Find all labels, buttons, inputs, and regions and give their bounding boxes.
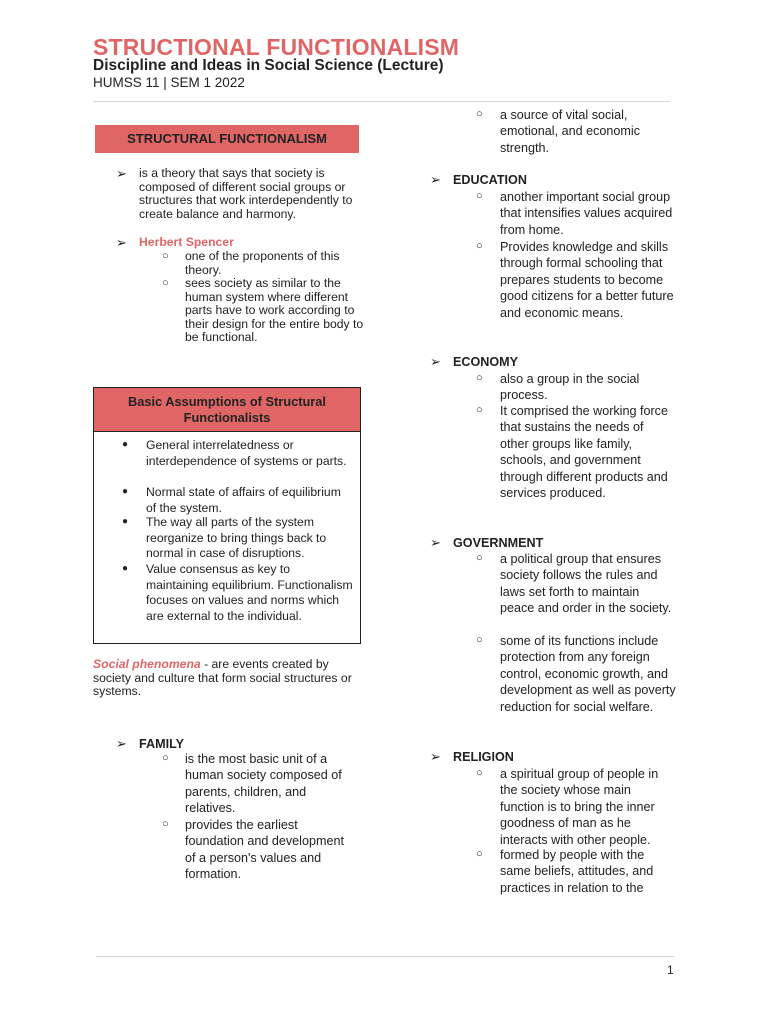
circle-bullet-icon: ○ [476, 108, 483, 120]
bullet-icon: ● [122, 516, 129, 527]
circle-bullet-icon: ○ [162, 250, 169, 262]
religion-heading: RELIGION [453, 750, 514, 764]
economy-point: It comprised the working force that sustains the needs of other groups like family, schools, and government through different products and services produced. [500, 404, 668, 501]
phenomena-definition: - are events created by society and culture that form social structures or systems. [93, 657, 352, 699]
arrow-bullet-icon: ➢ [116, 166, 127, 181]
circle-bullet-icon: ○ [162, 818, 169, 830]
arrow-bullet-icon: ➢ [116, 736, 127, 751]
government-point: some of its functions include protection from any foreign control, economic growth, and development as well as poverty reduction for social welfare. [500, 634, 676, 714]
arrow-bullet-icon: ➢ [430, 535, 441, 550]
page-number: 1 [667, 963, 674, 977]
circle-bullet-icon: ○ [162, 752, 169, 764]
education-point: Provides knowledge and skills through formal schooling that prepares students to become good citizens for a better future and economic means. [500, 240, 674, 320]
family-heading: FAMILY [139, 737, 185, 751]
circle-bullet-icon: ○ [162, 277, 169, 289]
assumption-item: Value consensus as key to maintaining equilibrium. Functionalism focuses on values and norms which are external to the individual. [146, 562, 353, 623]
bullet-icon: ● [122, 486, 129, 497]
circle-bullet-icon: ○ [476, 767, 483, 779]
arrow-bullet-icon: ➢ [430, 749, 441, 764]
circle-bullet-icon: ○ [476, 634, 483, 646]
government-heading: GOVERNMENT [453, 536, 544, 550]
economy-heading: ECONOMY [453, 355, 519, 369]
document-subtitle: Discipline and Ideas in Social Science (Lecture) [93, 57, 444, 74]
assumption-item: The way all parts of the system reorganize to bring things back to normal in case of disruptions. [146, 515, 327, 560]
section-title-box: STRUCTURAL FUNCTIONALISM [95, 125, 359, 153]
education-heading: EDUCATION [453, 173, 527, 187]
assumption-item: Normal state of affairs of equilibrium of the system. [146, 485, 341, 515]
assumptions-title: Basic Assumptions of Structural Functionalists [94, 388, 360, 432]
circle-bullet-icon: ○ [476, 240, 483, 252]
proponent-name: Herbert Spencer [139, 235, 234, 249]
family-point: provides the earliest foundation and development of a person's values and formation. [185, 818, 344, 882]
circle-bullet-icon: ○ [476, 848, 483, 860]
religion-point: a spiritual group of people in the society whose main function is to bring the inner goodness of man as he interacts with other people. [500, 767, 659, 847]
footer-divider [96, 956, 674, 957]
phenomena-term: Social phenomena [93, 657, 201, 671]
carry-over-point: a source of vital social, emotional, and economic strength. [500, 108, 641, 155]
circle-bullet-icon: ○ [476, 404, 483, 416]
proponent-point: one of the proponents of this theory. [185, 249, 340, 277]
definition-text: is a theory that says that society is composed of different social groups or structures that work interdependently to create balance and harmony. [139, 166, 353, 221]
circle-bullet-icon: ○ [476, 190, 483, 202]
arrow-bullet-icon: ➢ [116, 235, 127, 250]
family-point: is the most basic unit of a human society composed of parents, children, and relatives. [185, 752, 342, 816]
religion-point: formed by people with the same beliefs, attitudes, and practices in relation to the [500, 848, 654, 895]
education-point: another important social group that intensifies values acquired from home. [500, 190, 673, 237]
proponent-point: sees society as similar to the human system where different parts have to work according to their design for the entire body to be functional. [185, 276, 364, 345]
document-title: STRUCTIONAL FUNCTIONALISM [93, 34, 460, 60]
circle-bullet-icon: ○ [476, 552, 483, 564]
arrow-bullet-icon: ➢ [430, 172, 441, 187]
government-point: a political group that ensures society follows the rules and laws set forth to maintain peace and order in the society. [500, 552, 672, 616]
course-info: HUMSS 11 | SEM 1 2022 [93, 75, 245, 90]
assumption-item: General interrelatedness or interdependence of systems or parts. [146, 438, 347, 468]
header-divider [93, 101, 670, 102]
bullet-icon: ● [122, 563, 129, 574]
social-phenomena-paragraph [93, 658, 358, 699]
bullet-icon: ● [122, 439, 129, 450]
economy-point: also a group in the social process. [500, 372, 640, 403]
arrow-bullet-icon: ➢ [430, 354, 441, 369]
circle-bullet-icon: ○ [476, 372, 483, 384]
